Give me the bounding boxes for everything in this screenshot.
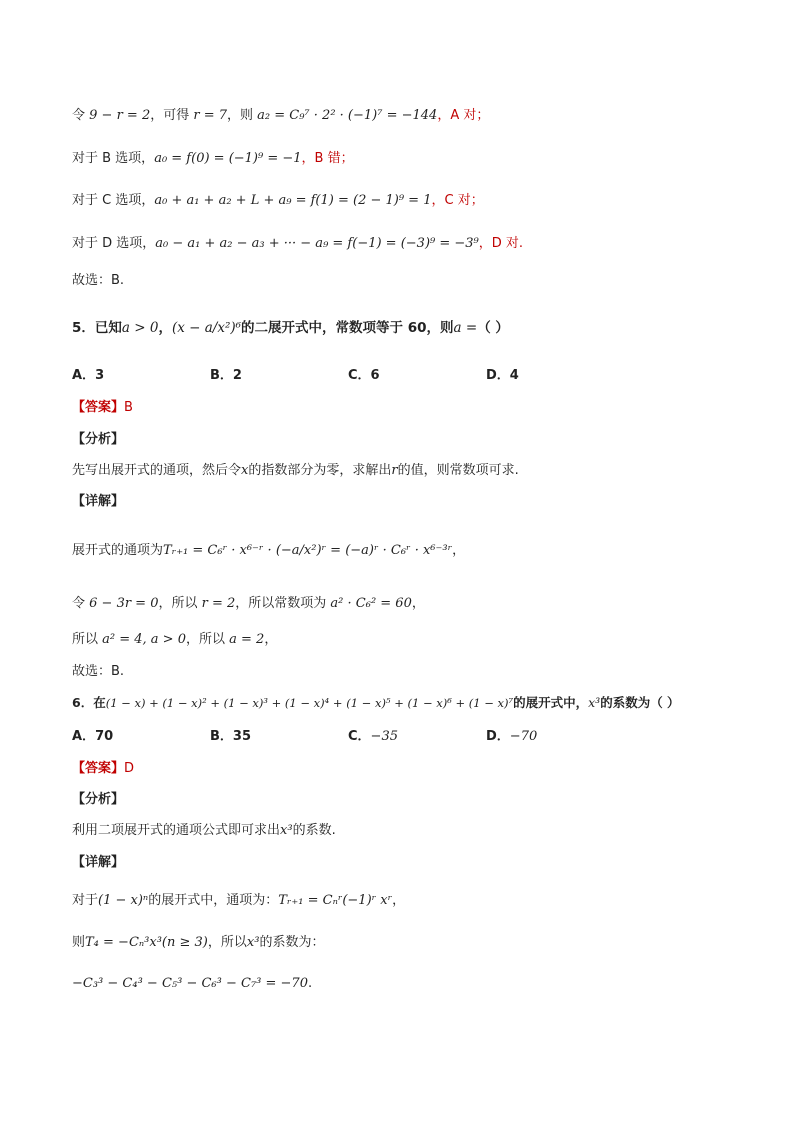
option-value: −35 (370, 729, 398, 744)
text: 对于 D 选项， (72, 236, 156, 251)
q6-detail-tag (72, 853, 124, 873)
option-label: C． (348, 729, 371, 744)
option-label: B． (210, 368, 233, 383)
text: ， (452, 543, 466, 558)
option-value: 4 (509, 368, 519, 383)
text: 利用二项展开式的通项公式即可求出 (72, 823, 281, 838)
text: ，所以 (158, 596, 202, 611)
option-label: B． (210, 729, 233, 744)
option-value: 70 (95, 729, 114, 744)
option-label: A． (72, 729, 96, 744)
q5-analysis-tag (72, 430, 124, 450)
text: 展开式的通项为 (72, 543, 164, 558)
text: 【分析】 (72, 792, 125, 807)
text: 故选：B. (72, 273, 125, 288)
answer-tag: 【答案】 (72, 400, 125, 415)
math-expr: a = (453, 320, 478, 336)
math-expr: (1 − x)ⁿ (98, 893, 149, 908)
text: ， (158, 320, 172, 336)
option-value: 3 (95, 368, 105, 383)
text: ，所以 (185, 632, 230, 647)
q5-option-c (348, 366, 380, 386)
text: 对于 (72, 893, 99, 908)
q5-detail-line-1 (72, 541, 465, 561)
verdict-text: ，B 错； (301, 151, 354, 166)
q6-stem (72, 693, 680, 713)
math-expr: a² · C₆² = 60 (330, 596, 412, 611)
q6-option-a (72, 727, 113, 747)
text: 【详解】 (72, 494, 125, 509)
prev-line-1 (72, 106, 489, 126)
text: 故选：B. (72, 664, 125, 679)
text: 5．已知 (72, 320, 122, 336)
option-value: 6 (370, 368, 380, 383)
q5-option-d (486, 366, 519, 386)
prev-line-3 (72, 191, 484, 211)
q6-analysis (72, 821, 336, 841)
q5-stem (72, 318, 509, 338)
math-expr: x (241, 463, 249, 478)
option-value: 2 (232, 368, 242, 383)
math-expr: (x − a/x²)⁶ (171, 320, 242, 336)
option-label: D． (486, 368, 510, 383)
text: ，则 (227, 108, 258, 123)
q6-analysis-tag (72, 790, 124, 810)
text: 的展开式中，通项为： (148, 893, 279, 908)
math-expr: T₄ = −Cₙ³x³(n ≥ 3) (85, 935, 208, 950)
text: 的展开式中， (513, 695, 589, 710)
q5-detail-line-2 (72, 594, 425, 614)
option-value: −70 (509, 729, 538, 744)
option-value: 35 (232, 729, 252, 744)
math-expr: a₀ + a₁ + a₂ + L + a₉ = f(1) = (2 − 1)⁹ = 1 (154, 193, 432, 208)
prev-line-2 (72, 149, 354, 169)
text: 的指数部分为零，求解出 (248, 463, 392, 478)
text: 的系数为： (259, 935, 325, 950)
math-expr: x³ (246, 935, 260, 950)
verdict-text: ，A 对； (437, 108, 490, 123)
option-label: C． (348, 368, 371, 383)
q5-option-a (72, 366, 104, 386)
math-expr: −C₃³ − C₄³ − C₅³ − C₆³ − C₇³ = −70 (72, 976, 308, 991)
math-expr: r (391, 463, 398, 478)
option-label: D． (486, 729, 510, 744)
q6-detail-line-2 (72, 933, 324, 953)
text: ，所以常数项为 (235, 596, 331, 611)
text: 6．在 (72, 695, 106, 710)
text: 【详解】 (72, 855, 125, 870)
text: 令 (72, 596, 90, 611)
q6-option-c (348, 727, 398, 747)
q5-answer (72, 398, 133, 418)
text: ， (392, 893, 406, 908)
math-expr: a₀ = f(0) = (−1)⁹ = −1 (154, 151, 302, 166)
math-expr: r = 2 (201, 596, 236, 611)
text: ， (411, 596, 425, 611)
math-expr: Tᵣ₊₁ = Cₙʳ(−1)ʳ xʳ (278, 893, 393, 908)
text: 对于 C 选项， (72, 193, 155, 208)
text: ， (264, 632, 278, 647)
verdict-text: ，C 对； (431, 193, 484, 208)
math-expr: Tᵣ₊₁ = C₆ʳ · x⁶⁻ʳ · (−a/x²)ʳ = (−a)ʳ · C₆ʳ · x⁶⁻³ʳ (163, 543, 453, 558)
text: 的系数为（ ） (600, 695, 680, 710)
prev-answer-line (72, 271, 124, 291)
q6-option-b (210, 727, 251, 747)
q6-detail-line-1 (72, 891, 405, 911)
text: 的二展开式中，常数项等于 60，则 (241, 320, 454, 336)
q5-detail-tag (72, 492, 124, 512)
answer-value: D (124, 761, 135, 776)
math-expr: (1 − x) + (1 − x)² + (1 − x)³ + (1 − x)⁴ + (1 − x)⁵ + (1 − x)⁶ + (1 − x)⁷ (105, 696, 514, 710)
verdict-text: ，D 对. (478, 236, 524, 251)
text: 的系数. (292, 823, 336, 838)
math-expr: 6 − 3r = 0 (89, 596, 159, 611)
text: 则 (72, 935, 86, 950)
text: 【分析】 (72, 432, 125, 447)
text: ，所以 (207, 935, 247, 950)
text: ，可得 (150, 108, 194, 123)
math-expr: x³ (280, 823, 293, 838)
text: 所以 (72, 632, 103, 647)
q5-analysis (72, 461, 519, 481)
math-expr: a² = 4, a > 0 (102, 632, 186, 647)
q5-answer-line (72, 662, 124, 682)
q6-answer (72, 759, 134, 779)
text: （ ） (477, 320, 509, 336)
q6-option-d (486, 727, 537, 747)
math-expr: x³ (588, 695, 601, 710)
text: 的值，则常数项可求. (397, 463, 519, 478)
text: 令 (72, 108, 90, 123)
option-label: A． (72, 368, 96, 383)
answer-tag: 【答案】 (72, 761, 125, 776)
prev-line-4 (72, 234, 523, 254)
math-expr: a = 2 (229, 632, 265, 647)
text: 先写出展开式的通项，然后令 (72, 463, 242, 478)
q6-detail-line-3 (72, 974, 312, 994)
math-expr: r = 7 (193, 108, 228, 123)
math-expr: 9 − r = 2 (89, 108, 151, 123)
text: . (307, 976, 313, 991)
math-expr: a > 0 (121, 320, 159, 336)
math-expr: a₂ = C₉⁷ · 2² · (−1)⁷ = −144 (257, 108, 438, 123)
math-expr: a₀ − a₁ + a₂ − a₃ + ··· − a₉ = f(−1) = (−3)⁹ = −3⁹ (155, 236, 479, 251)
q5-option-b (210, 366, 242, 386)
text: 对于 B 选项， (72, 151, 155, 166)
answer-value: B (124, 400, 133, 415)
q5-detail-line-3 (72, 630, 277, 650)
